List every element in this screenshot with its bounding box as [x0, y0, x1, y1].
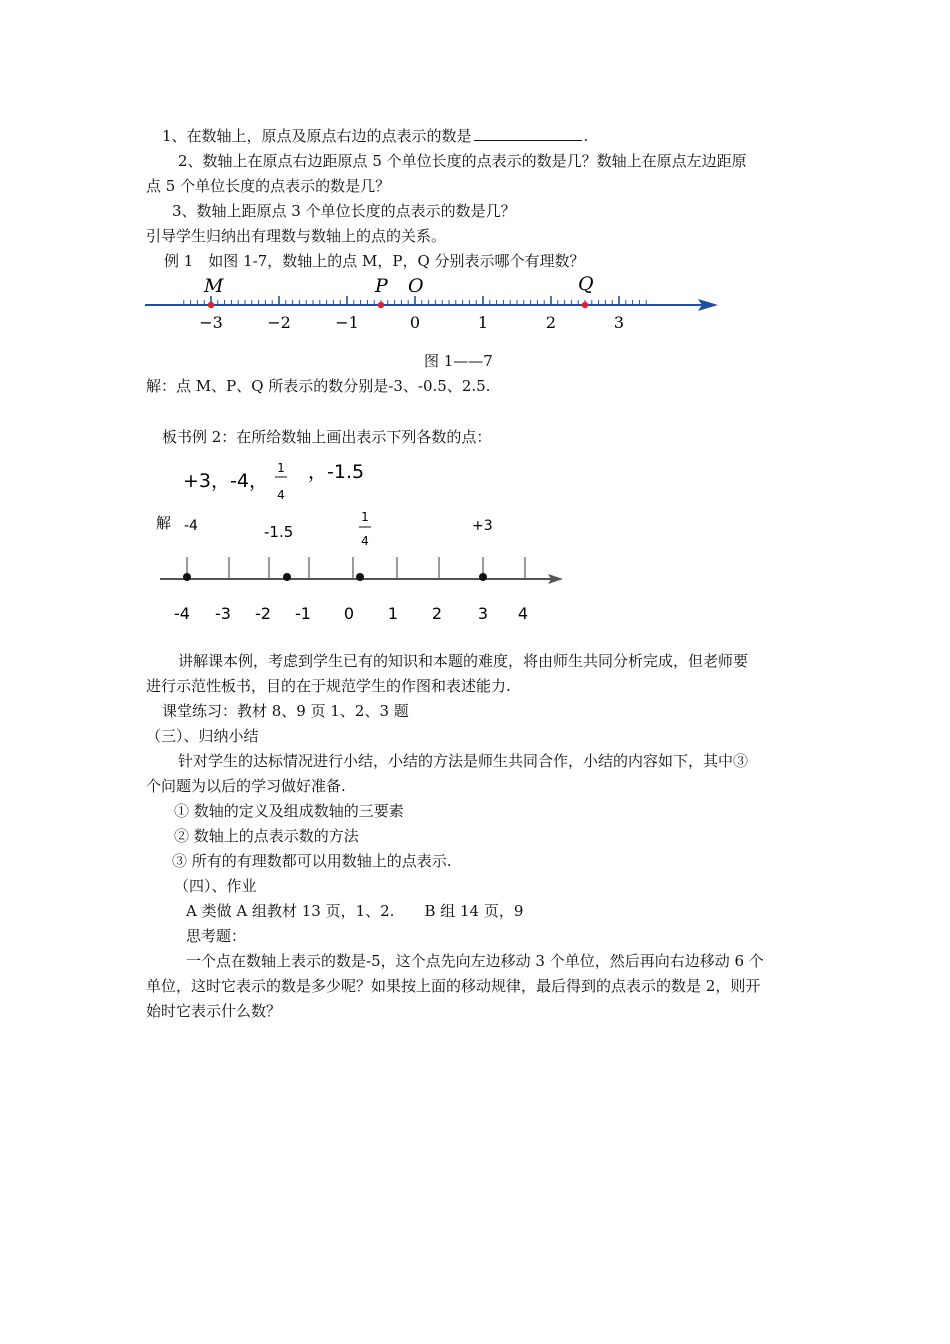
- ex2-point-neg4: [183, 573, 191, 581]
- question-2-line-1: 2、数轴上在原点右边距原点 5 个单位长度的点表示的数是几？数轴上在原点左边距原: [178, 152, 747, 170]
- fig1-tick-label: −2: [267, 313, 291, 332]
- guide-text: 引导学生归纳出有理数与数轴上的点的关系。: [146, 227, 447, 245]
- figure-caption: 图 1——7: [424, 352, 493, 370]
- ex2-tick-label: 2: [431, 604, 443, 623]
- summary-item-1: ① 数轴的定义及组成数轴的三要素: [174, 802, 404, 820]
- ex2-numbers-suffix: ，-1.5: [308, 461, 365, 483]
- homework-text: A 类做 A 组教材 13 页，1、2. B 组 14 页，9: [186, 902, 524, 920]
- fig1-point-m: [208, 302, 214, 308]
- section-4-heading: （四）、作业: [174, 877, 257, 895]
- explain-line-1: 讲解课本例，考虑到学生已有的知识和本题的难度，将由师生共同分析完成，但老师要: [178, 652, 749, 670]
- ex2-tick-label: 4: [517, 604, 529, 623]
- fig1-tick-label: 3: [613, 313, 625, 332]
- ex2-frac-denominator: 4: [277, 488, 285, 502]
- ex2-point-quarter: [356, 573, 364, 581]
- explain-line-2: 进行示范性板书，目的在于规范学生的作图和表述能力.: [146, 677, 511, 695]
- figure-1-7-number-line: [140, 268, 730, 334]
- ex2-label-pos3: +3: [472, 518, 493, 534]
- question-2-line-2: 点 5 个单位长度的点表示的数是几？: [146, 177, 391, 195]
- summary-item-2: ② 数轴上的点表示数的方法: [174, 827, 359, 845]
- practice-text: 课堂练习：教材 8、9 页 1、2、3 题: [162, 702, 409, 720]
- ex2-tick-label: 3: [477, 604, 489, 623]
- ex2-label-frac-num: 1: [361, 510, 369, 524]
- example-2-title: 板书例 2：在所给数轴上画出表示下列各数的点：: [162, 428, 492, 446]
- ex2-tick-label: -2: [255, 604, 271, 623]
- ex2-solve-label: 解: [156, 514, 172, 532]
- ex2-point-pos3: [479, 573, 487, 581]
- ex2-tick-label: -1: [295, 604, 311, 623]
- fig1-point-q: [582, 302, 588, 308]
- ex2-tick-label: -4: [174, 604, 190, 623]
- ex2-label-neg1-5: -1.5: [264, 523, 294, 541]
- summary-line-2: 个问题为以后的学习做好准备.: [146, 777, 346, 795]
- ex2-tick-label: -3: [215, 604, 231, 623]
- fig1-tick-label: 1: [477, 313, 489, 332]
- fig1-label-q: Q: [578, 273, 594, 295]
- figure-example-2: [150, 455, 580, 630]
- example-1-title: 例 1 如图 1-7，数轴上的点 M，P，Q 分别表示哪个有理数？: [164, 252, 585, 270]
- question-1-text: 1、在数轴上，原点及原点右边的点表示的数是: [162, 127, 472, 145]
- summary-line-1: 针对学生的达标情况进行小结，小结的方法是师生共同合作，小结的内容如下，其中③: [178, 752, 749, 770]
- fig1-tick-group: [184, 296, 646, 305]
- ex2-numbers-prefix: +3，-4，: [183, 470, 268, 492]
- think-line-2: 单位，这时它表示的数是多少呢？如果按上面的移动规律，最后得到的点表示的数是 2，则开: [146, 977, 761, 995]
- fig1-tick-label: −3: [199, 313, 223, 332]
- ex2-tick-group: [187, 557, 525, 579]
- section-3-heading: （三）、归纳小结: [146, 727, 259, 745]
- fig1-label-o: O: [408, 275, 424, 297]
- think-line-1: 一个点在数轴上表示的数是-5，这个点先向左边移动 3 个单位，然后再向右边移动 6 个: [186, 952, 764, 970]
- ex2-frac-numerator: 1: [277, 461, 285, 475]
- fig1-point-p: [378, 302, 384, 308]
- fig1-label-p: P: [375, 275, 388, 297]
- fig1-label-m: M: [204, 275, 224, 297]
- answer-blank: [474, 126, 582, 141]
- think-label: 思考题：: [186, 927, 247, 945]
- ex2-point-neg1-5: [283, 573, 291, 581]
- question-1: [162, 126, 588, 146]
- think-line-3: 始时它表示什么数？: [146, 1002, 282, 1020]
- example-1-answer: 解：点 M、P、Q 所表示的数分别是-3、-0.5、2.5.: [146, 377, 491, 395]
- ex2-label-neg4: -4: [184, 518, 198, 534]
- question-3: 3、数轴上距原点 3 个单位长度的点表示的数是几？: [172, 202, 516, 220]
- fig1-tick-label: 2: [545, 313, 557, 332]
- question-1-end: .: [583, 127, 589, 145]
- fig1-tick-label: 0: [409, 313, 421, 332]
- ex2-tick-label: 0: [343, 604, 355, 623]
- summary-item-3: ③ 所有的有理数都可以用数轴上的点表示.: [172, 852, 452, 870]
- fig1-tick-label: −1: [335, 313, 359, 332]
- ex2-tick-label: 1: [387, 604, 399, 623]
- ex2-label-frac-den: 4: [361, 534, 369, 548]
